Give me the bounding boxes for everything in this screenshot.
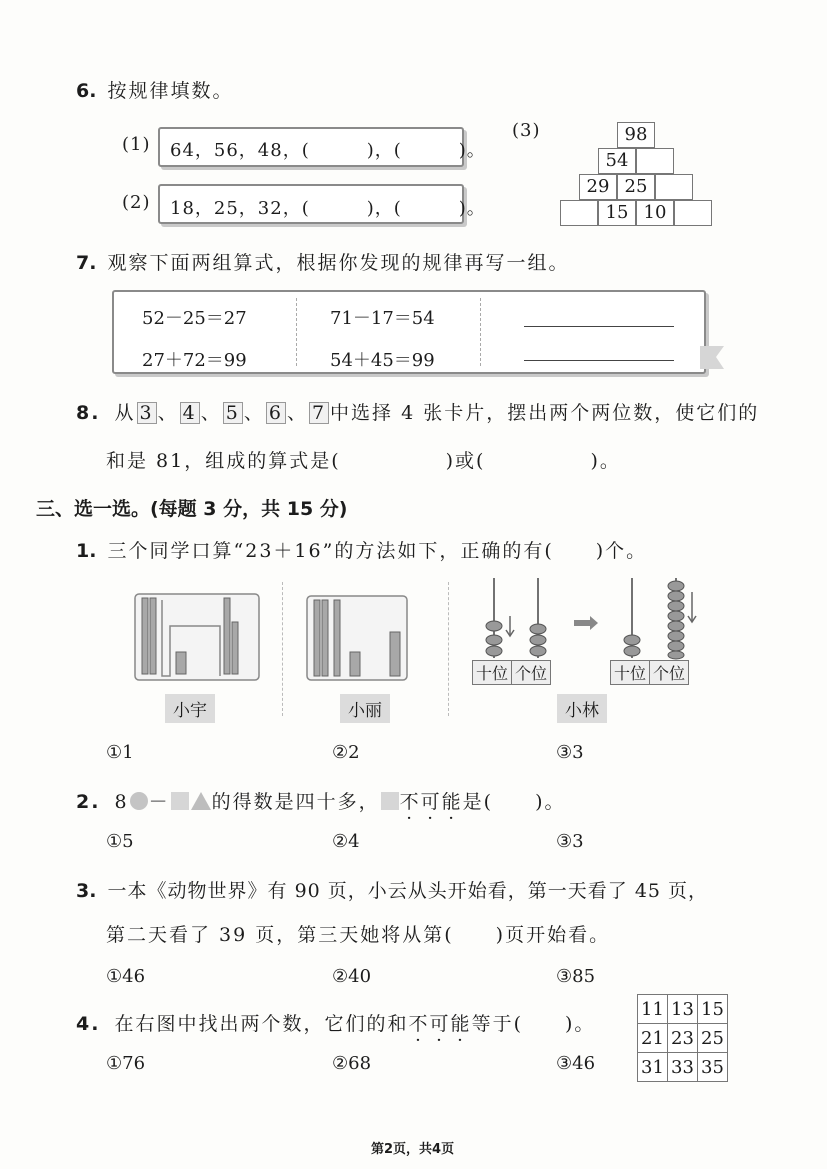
q6-part1-label: (1) <box>122 134 151 155</box>
emphasis-char: 不 <box>399 791 421 813</box>
s1-text: 三个同学口算“23＋16”的方法如下，正确的有( )个。 <box>107 540 648 562</box>
circle-icon <box>129 791 149 811</box>
q6-part3-label: (3) <box>512 120 541 141</box>
emphasis-char: 可 <box>420 791 442 813</box>
equation: 52－25＝27 <box>142 308 247 329</box>
option[interactable]: ③3 <box>556 831 584 852</box>
grid-cell: 31 <box>638 1053 668 1082</box>
s2-post: 是( )。 <box>462 791 566 813</box>
page-footer: 第2页，共4页 <box>371 1142 455 1157</box>
q8-line2: 和是 81，组成的算式是( )或( )。 <box>106 450 621 472</box>
s4-post: 等于( )。 <box>471 1013 596 1035</box>
q7-equation-box <box>112 290 706 374</box>
pyramid-cell-blank <box>674 200 712 226</box>
number-grid <box>637 994 728 1082</box>
number-card: 5 <box>223 402 243 424</box>
q8-line1 <box>76 398 759 425</box>
number-card: 3 <box>137 402 157 424</box>
s2-pre: 8 <box>114 791 129 813</box>
equation: 27＋72＝99 <box>142 350 247 371</box>
pyramid-cell: 15 <box>598 200 636 226</box>
option[interactable]: ②4 <box>332 831 360 852</box>
s1-number: 1. <box>76 540 97 562</box>
q6-part2-label: (2) <box>122 192 151 213</box>
pyramid-cell: 25 <box>617 174 655 200</box>
separator: 、 <box>157 402 179 424</box>
q6-part1-sequence: 64，56，48，( )，( )。 <box>170 140 486 161</box>
s2-line <box>76 787 566 814</box>
tens-label: 十位 <box>472 660 512 685</box>
pyramid-cell: 10 <box>636 200 674 226</box>
number-card: 4 <box>180 402 200 424</box>
q6-part2-box <box>158 184 486 224</box>
q8-number: 8. <box>76 402 101 424</box>
divider <box>282 582 283 716</box>
emphasis-char: 能 <box>450 1013 472 1035</box>
number-card: 6 <box>266 402 286 424</box>
grid-cell: 11 <box>638 995 668 1024</box>
ones-label: 个位 <box>512 660 551 685</box>
pyramid-cell-blank <box>636 148 674 174</box>
option[interactable]: ①46 <box>106 966 146 987</box>
divider <box>480 298 481 366</box>
option[interactable]: ③85 <box>556 966 596 987</box>
abacus-icon <box>470 576 710 660</box>
student-name-xiaolin: 小林 <box>557 694 607 723</box>
pyramid-cell: 98 <box>617 122 655 148</box>
square-icon <box>380 791 400 811</box>
base-ten-blocks-icon <box>134 590 260 682</box>
emphasis-char: 可 <box>429 1013 451 1035</box>
grid-cell: 23 <box>668 1024 698 1053</box>
q8-pre: 从 <box>114 402 136 424</box>
option[interactable]: ②40 <box>332 966 372 987</box>
number-card: 7 <box>309 402 329 424</box>
s4-line <box>76 1009 595 1036</box>
pyramid-cell-blank <box>560 200 598 226</box>
emphasis-char: 不 <box>408 1013 430 1035</box>
grid-cell: 15 <box>698 995 728 1024</box>
divider <box>296 298 297 366</box>
q7-text: 观察下面两组算式，根据你发现的规律再写一组。 <box>107 252 570 274</box>
pyramid-cell-blank <box>655 174 693 200</box>
q7-title <box>76 248 570 275</box>
s2-number: 2. <box>76 791 101 813</box>
option[interactable]: ②68 <box>332 1053 372 1074</box>
equation: 54＋45＝99 <box>330 350 435 371</box>
answer-line[interactable] <box>524 326 674 327</box>
s4-number: 4. <box>76 1013 101 1035</box>
option[interactable]: ①1 <box>106 742 134 763</box>
pyramid-cell: 54 <box>598 148 636 174</box>
s3-title <box>76 876 708 903</box>
s3-line1: 一本《动物世界》有 90 页，小云从头开始看，第一天看了 45 页， <box>107 880 709 902</box>
s2-mid: 的得数是四十多， <box>211 791 380 813</box>
divider <box>448 582 449 716</box>
separator: 、 <box>200 402 222 424</box>
pyramid-cell: 29 <box>579 174 617 200</box>
q6-title <box>76 76 234 103</box>
student-name-xiaoli: 小丽 <box>340 694 390 723</box>
grid-cell: 35 <box>698 1053 728 1082</box>
option[interactable]: ①5 <box>106 831 134 852</box>
separator: 、 <box>243 402 265 424</box>
s3-line2: 第二天看了 39 页，第三天她将从第( )页开始看。 <box>106 924 611 946</box>
ones-label: 个位 <box>650 660 689 685</box>
option[interactable]: ②2 <box>332 742 360 763</box>
grid-cell: 13 <box>668 995 698 1024</box>
grid-cell: 33 <box>668 1053 698 1082</box>
ribbon-icon <box>700 343 726 371</box>
student-name-xiaoyu: 小宇 <box>165 694 215 723</box>
section-title: 三、选一选。(每题 3 分，共 15 分) <box>36 498 348 520</box>
s4-pre: 在右图中找出两个数，它们的和 <box>114 1013 409 1035</box>
q8-post: 中选择 4 张卡片，摆出两个两位数，使它们的 <box>330 402 760 424</box>
answer-line[interactable] <box>524 360 674 361</box>
triangle-icon <box>190 791 212 811</box>
grid-cell: 21 <box>638 1024 668 1053</box>
q6-part1-box <box>158 127 486 167</box>
abacus-place-labels-right <box>610 660 689 685</box>
grid-cell: 25 <box>698 1024 728 1053</box>
q6-text: 按规律填数。 <box>107 80 234 102</box>
q7-number: 7. <box>76 252 97 274</box>
option[interactable]: ③46 <box>556 1053 596 1074</box>
option[interactable]: ①76 <box>106 1053 146 1074</box>
square-icon <box>170 791 190 811</box>
emphasis-char: 能 <box>441 791 463 813</box>
option[interactable]: ③3 <box>556 742 584 763</box>
s1-title <box>76 536 647 563</box>
tens-label: 十位 <box>610 660 650 685</box>
abacus-place-labels-left <box>472 660 551 685</box>
s3-number: 3. <box>76 880 97 902</box>
q6-part2-sequence: 18，25，32，( )，( )。 <box>170 198 486 219</box>
separator: 、 <box>286 402 308 424</box>
base-ten-blocks-icon <box>306 592 410 682</box>
equation: 71－17＝54 <box>330 308 435 329</box>
s2-minus: － <box>148 791 170 813</box>
q6-number: 6. <box>76 80 97 102</box>
